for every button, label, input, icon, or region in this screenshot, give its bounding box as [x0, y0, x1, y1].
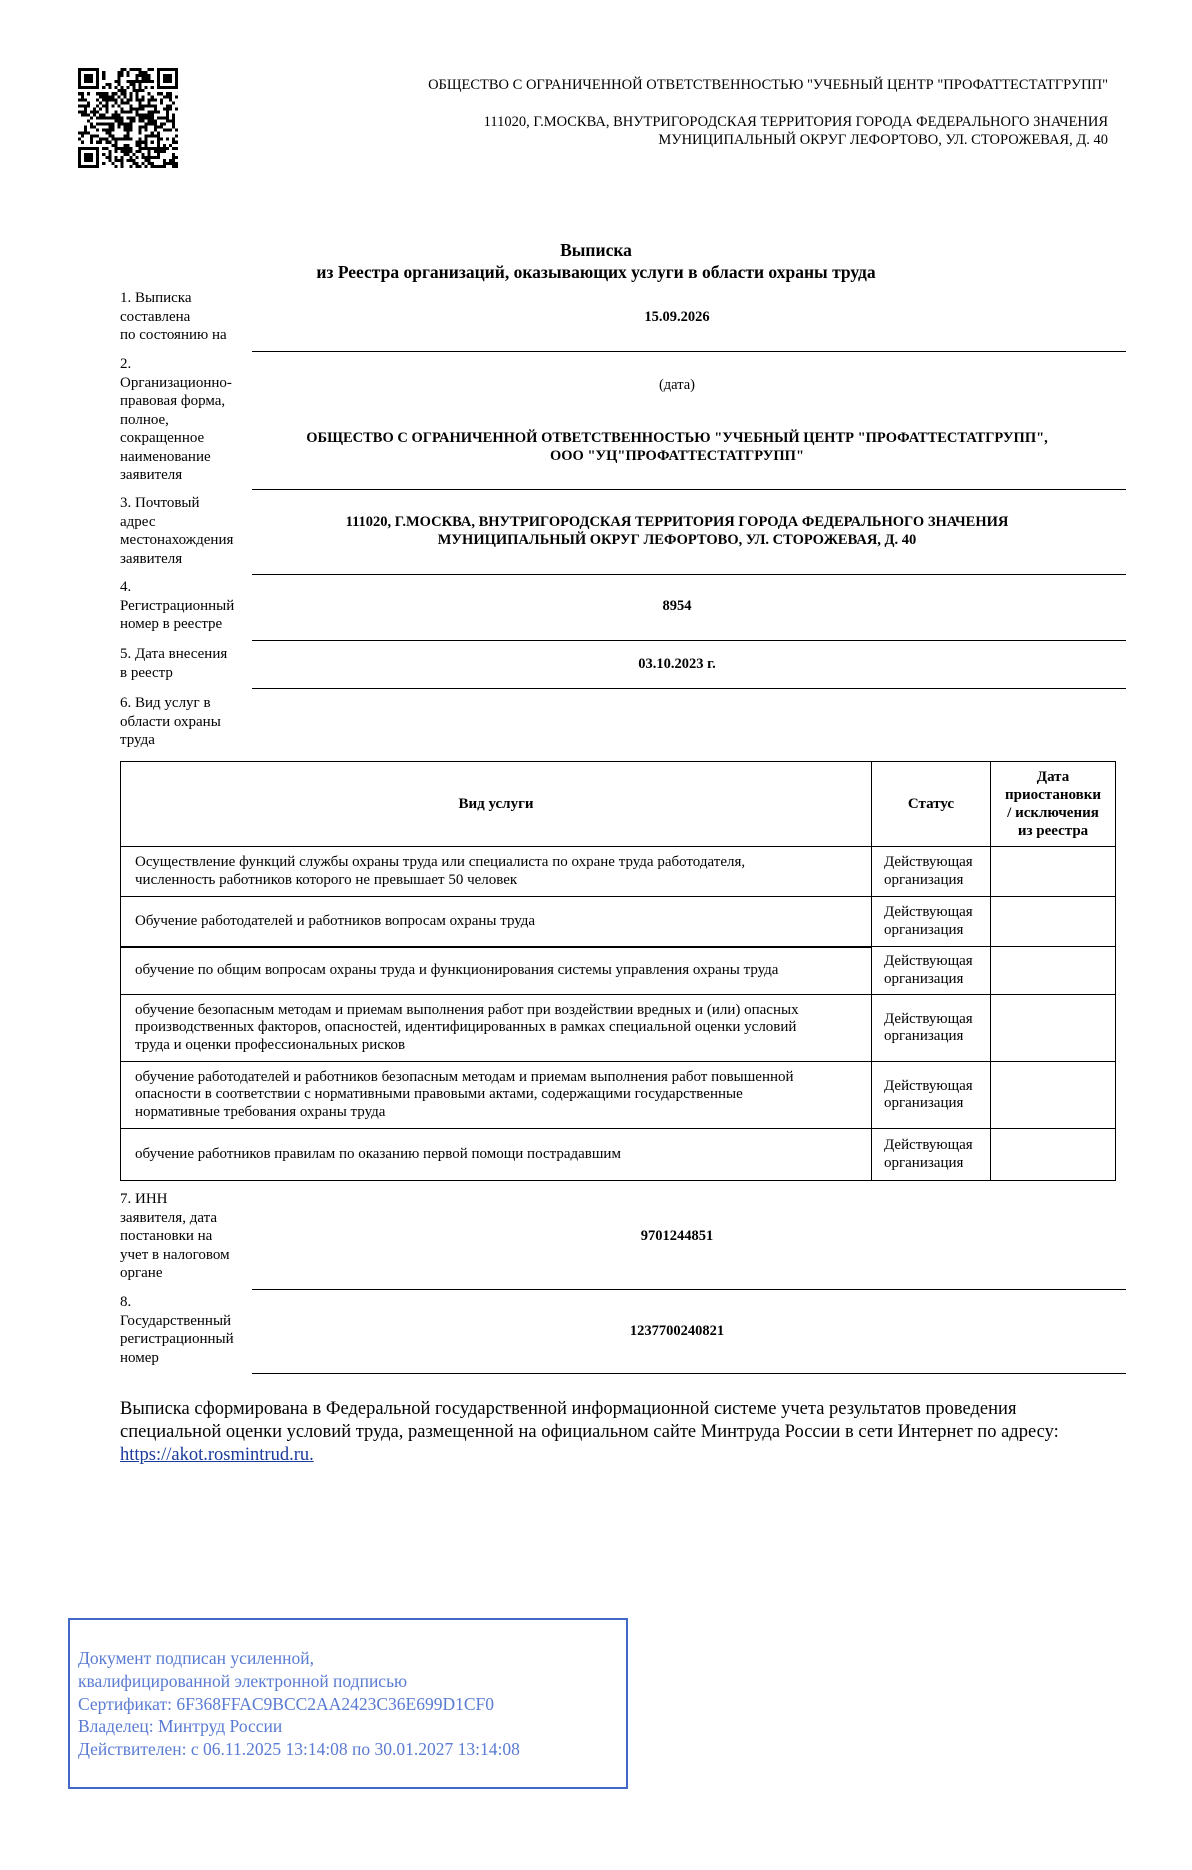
signature-box: [68, 1618, 628, 1789]
table-row: [121, 1062, 1116, 1129]
field-underline: [252, 351, 1126, 352]
field-underline: [252, 640, 1126, 641]
field-value-inn: 9701244851: [640, 1228, 714, 1244]
signature-line: квалифицированной электронной подписью: [78, 1670, 408, 1691]
status-cell: Действующая организация: [872, 1062, 991, 1129]
field-value-org-name: ОБЩЕСТВО С ОГРАНИЧЕННОЙ ОТВЕТСТВЕННОСТЬЮ "УЧЕБНЫЙ ЦЕНТР "ПРОФАТТЕСТАТГРУПП", ООО "УЦ"ПРОФАТТЕСТАТГРУПП": [306, 430, 1048, 464]
date-cell: [991, 897, 1116, 947]
date-cell: [991, 995, 1116, 1062]
title-line-2: из Реестра организаций, оказывающих услуги в области охраны труда: [316, 262, 876, 282]
field-value-reg-number: 8954: [662, 598, 692, 614]
column-header-service: Вид услуги: [121, 762, 872, 847]
table-row: [121, 1129, 1116, 1181]
status-cell: Действующая организация: [872, 995, 991, 1062]
header-org-name: ОБЩЕСТВО С ОГРАНИЧЕННОЙ ОТВЕТСТВЕННОСТЬЮ "УЧЕБНЫЙ ЦЕНТР "ПРОФАТТЕСТАТГРУПП": [428, 77, 1108, 93]
date-cell: [991, 1129, 1116, 1181]
rosmintrud-link[interactable]: https://akot.rosmintrud.ru.: [120, 1445, 314, 1465]
service-cell: Обучение работодателей и работников вопросам охраны труда: [121, 897, 872, 947]
field-underline: [252, 1289, 1126, 1290]
document-title: [0, 239, 1192, 283]
field-label-org-name: 2. Организационно- правовая форма, полное, сокращенное наименование заявителя: [120, 356, 232, 483]
table-row: [121, 847, 1116, 897]
status-cell: Действующая организация: [872, 947, 991, 995]
field-caption-date: (дата): [658, 377, 696, 393]
service-cell: обучение по общим вопросам охраны труда и функционирования системы управления охраны труда: [121, 947, 872, 995]
service-cell: обучение работодателей и работников безопасным методам и приемам выполнения работ повышенной опасности в соответствии с нормативными правовыми актами, содержащими государственные нормативные требования охраны труда: [121, 1062, 872, 1129]
field-value-address: 111020, Г.МОСКВА, ВНУТРИГОРОДСКАЯ ТЕРРИТОРИЯ ГОРОДА ФЕДЕРАЛЬНОГО ЗНАЧЕНИЯ МУНИЦИПАЛЬНЫЙ ОКРУГ ЛЕФОРТОВО, УЛ. СТОРОЖЕВАЯ, Д. 40: [345, 514, 1009, 548]
date-cell: [991, 847, 1116, 897]
footer-text: Выписка сформирована в Федеральной государственной информационной системе учета результатов проведения специальной оценки условий труда, размещенной на официальном сайте Минтруда России в сети Интернет по адресу:: [120, 1399, 1059, 1442]
field-label-address: 3. Почтовый адрес местонахождения заявителя: [120, 495, 234, 567]
signature-owner: Владелец: Минтруд России: [78, 1716, 283, 1737]
service-cell: обучение работников правилам по оказанию первой помощи пострадавшим: [121, 1129, 872, 1181]
field-value-ogrn: 1237700240821: [629, 1323, 725, 1339]
field-value-entry-date: 03.10.2023 г.: [638, 656, 716, 672]
field-label-entry-date: 5. Дата внесения в реестр: [120, 646, 228, 681]
date-cell: [991, 1062, 1116, 1129]
field-label-reg-number: 4. Регистрационный номер в реестре: [120, 579, 235, 632]
signature-line: Документ подписан усиленной,: [78, 1648, 315, 1668]
status-cell: Действующая организация: [872, 1129, 991, 1181]
table-row: [121, 947, 1116, 995]
signature-certificate: Сертификат: 6F368FFAC9BCC2AA2423C36E699D1CF0: [78, 1693, 494, 1714]
table-row: [121, 995, 1116, 1062]
status-cell: Действующая организация: [872, 847, 991, 897]
status-cell: Действующая организация: [872, 897, 991, 947]
qr-code: [78, 68, 178, 168]
field-underline: [252, 489, 1126, 490]
field-label-services: 6. Вид услуг в области охраны труда: [120, 695, 221, 748]
table-row: [121, 897, 1116, 947]
service-cell: обучение безопасным методам и приемам выполнения работ при воздействии вредных и (или) опасных производственных факторов, опасностей, идентифицированных в рамках специальной оценки условий труда и оценки профессиональных рисков: [121, 995, 872, 1062]
date-cell: [991, 947, 1116, 995]
header-address: 111020, Г.МОСКВА, ВНУТРИГОРОДСКАЯ ТЕРРИТОРИЯ ГОРОДА ФЕДЕРАЛЬНОГО ЗНАЧЕНИЯ МУНИЦИПАЛЬНЫЙ ОКРУГ ЛЕФОРТОВО, УЛ. СТОРОЖЕВАЯ, Д. 40: [483, 114, 1108, 148]
services-table: [120, 761, 1116, 1181]
column-header-date: Дата приостановки / исключения из реестра: [991, 762, 1116, 847]
field-label-inn: 7. ИНН заявителя, дата постановки на учет в налоговом органе: [120, 1191, 230, 1281]
table-header-row: [121, 762, 1116, 847]
column-header-status: Статус: [872, 762, 991, 847]
service-cell: Осуществление функций службы охраны труда или специалиста по охране труда работодателя, численность работников которого не превышает 50 человек: [121, 847, 872, 897]
title-line-1: Выписка: [560, 240, 632, 260]
footer-note: [120, 1398, 1059, 1467]
signature-validity: Действителен: с 06.11.2025 13:14:08 по 30.01.2027 13:14:08: [78, 1739, 520, 1760]
field-underline: [252, 1373, 1126, 1374]
field-value-date: 15.09.2026: [644, 309, 710, 325]
field-label-date: 1. Выписка составлена по состоянию на: [120, 290, 227, 343]
field-underline: [252, 688, 1126, 689]
field-label-ogrn: 8. Государственный регистрационный номер: [120, 1294, 234, 1366]
field-underline: [252, 574, 1126, 575]
